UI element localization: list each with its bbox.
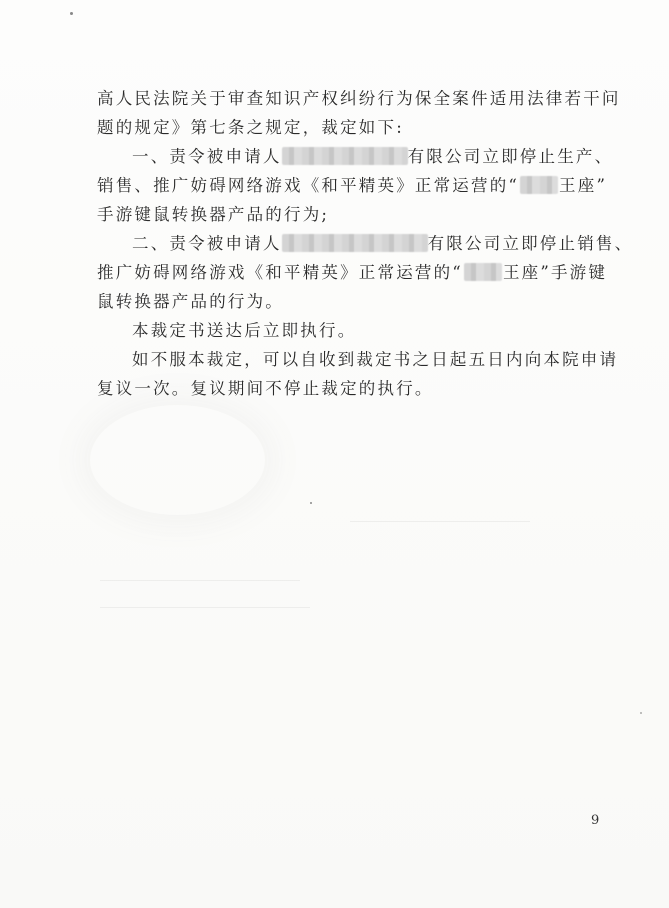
text-segment: 有限公司立即停止生产、	[407, 147, 614, 166]
text-segment: 本裁定书送达后立即执行。	[132, 321, 357, 340]
paragraph-line	[97, 345, 617, 374]
paragraph-line	[97, 316, 617, 345]
redacted-name	[282, 234, 428, 252]
text-segment: 手游键鼠转换器产品的行为;	[97, 205, 330, 224]
paragraph-line	[97, 374, 617, 403]
paragraph-line	[97, 287, 617, 316]
text-segment: 有限公司立即停止销售、	[427, 234, 634, 253]
text-segment: 推广妨碍网络游戏《和平精英》正常运营的“	[97, 263, 463, 282]
text-segment: 销售、推广妨碍网络游戏《和平精英》正常运营的“	[97, 176, 520, 195]
redacted-name	[464, 263, 502, 281]
paragraph-line	[97, 258, 617, 287]
text-segment: 王座”手游键	[502, 263, 608, 282]
text-segment: 一、责令被申请人	[132, 147, 282, 166]
faded-text-line	[350, 521, 530, 522]
text-segment: 二、责令被申请人	[132, 234, 282, 253]
faded-text-line	[100, 580, 300, 581]
text-segment: 题的规定》第七条之规定，裁定如下:	[97, 118, 404, 137]
paragraph-line	[97, 113, 617, 142]
page-number: 9	[591, 813, 600, 828]
paragraph-line	[97, 84, 621, 113]
text-segment: 鼠转换器产品的行为。	[97, 292, 284, 311]
faded-seal-mark	[90, 405, 265, 515]
text-segment: 高人民法院关于审查知识产权纠纷行为保全案件适用法律若干问	[97, 89, 621, 108]
scan-speck	[310, 502, 312, 504]
document-body	[97, 84, 634, 403]
paragraph-line	[97, 200, 617, 229]
text-segment: 复议一次。复议期间不停止裁定的执行。	[97, 379, 434, 398]
scan-speck	[70, 12, 73, 15]
faded-text-line	[100, 607, 310, 608]
text-segment: 王座”	[559, 176, 608, 195]
text-segment: 如不服本裁定，可以自收到裁定书之日起五日内向本院申请	[132, 350, 619, 369]
redacted-name	[520, 176, 558, 194]
paragraph-line	[97, 142, 617, 171]
paragraph-line	[97, 229, 634, 258]
scan-speck	[640, 712, 642, 714]
paragraph-line	[97, 171, 617, 200]
redacted-name	[282, 147, 408, 165]
